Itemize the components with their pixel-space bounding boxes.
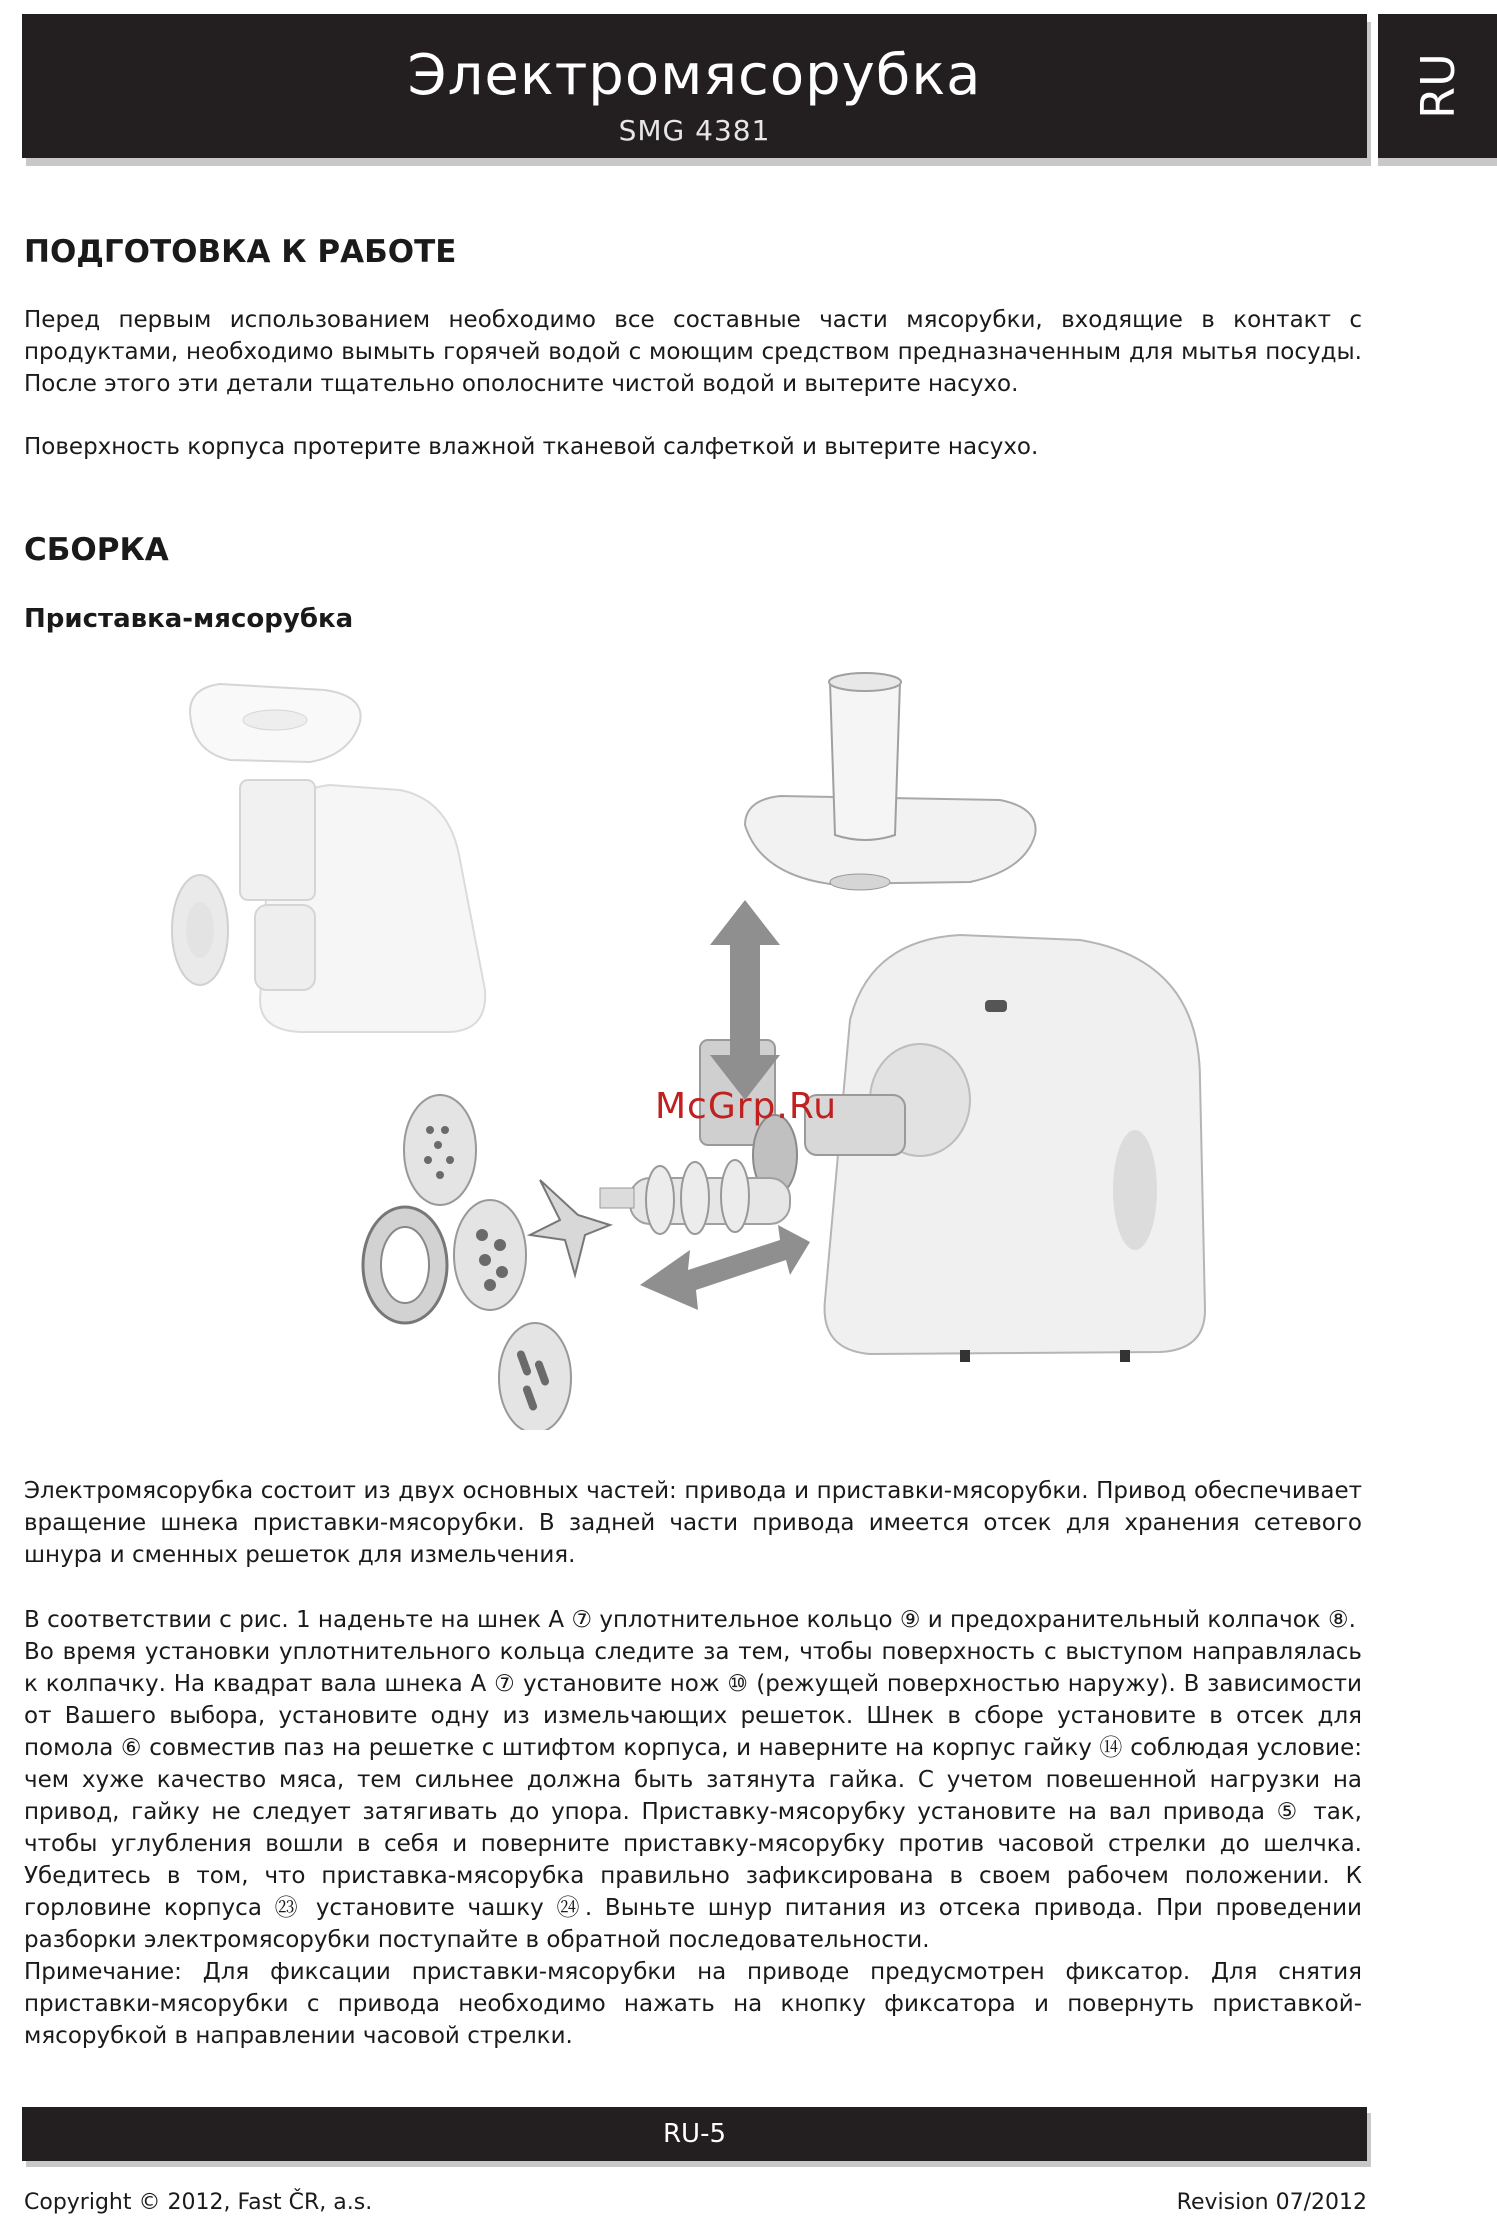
section-heading-preparation: ПОДГОТОВКА К РАБОТЕ bbox=[24, 234, 457, 270]
ring-nut bbox=[363, 1207, 447, 1323]
assembly-instructions: В соответствии с рис. 1 наденьте на шнек А ⑦ уплотнительное кольцо ⑨ и предохранительный колпачок ⑧. Во время установки уплотнительного кольца следите за тем, чтобы поверхность с выступом направлялась к колпачку. На квадрат вала шнека А ⑦ установите нож ⑩ (режущей поверхностью наружу). В зависимости от Вашего выбора, установите одну из измельчающих решеток. Шнек в сборе установите в отсек для помола ⑥ совместив паз на решетке с штифтом корпуса, и наверните на корпус гайку ⑭ соблюдая условие: чем хуже качество мяса, тем сильнее должна быть затянута гайка. С учетом повешенной нагрузки на привод, гайку не следует затягивать до упора. Приставку-мясорубку установите на вал привода ⑤ так, чтобы углубления вошли в себя и поверните приставку-мясорубку против часовой стрелки до шелчка. Убедитесь в том, что приставка-мясорубка правильно зафиксирована в своем рабочем положении. К горловине корпуса ㉓ установите чашку ㉔. Выньте шнур питания из отсека привода. При проведении разборки электромясорубки поступайте в обратной последовательности. Примечание: Для фиксации приставки-мясорубки на приводе предусмотрен фиксатор. Для снятия приставки-мясорубки с привода необходимо нажать на кнопку фиксатора и повернуть приставкой-мясорубкой в направлении часовой стрелки. bbox=[24, 1607, 1362, 2049]
revision: Revision 07/2012 bbox=[1176, 2190, 1367, 2215]
language-tab bbox=[1378, 14, 1497, 158]
language-label: RU bbox=[1410, 53, 1465, 119]
page-number: RU-5 bbox=[662, 2119, 727, 2149]
grinder-body bbox=[700, 935, 1205, 1362]
tray-and-pusher bbox=[745, 673, 1036, 890]
section-heading-assembly: СБОРКА bbox=[24, 532, 169, 568]
assembled-grinder-ghost bbox=[172, 684, 485, 1032]
subheading-meat-grinder: Приставка-мясорубка bbox=[24, 604, 354, 634]
page-number-bar bbox=[22, 2107, 1367, 2161]
watermark: McGrp.Ru bbox=[655, 1086, 838, 1127]
body-paragraph: Поверхность корпуса протерите влажной тканевой салфеткой и вытерите насухо. bbox=[24, 434, 1039, 460]
assembly-description: Электромясорубка состоит из двух основных частей: привода и приставки-мясорубки. Привод обеспечивает вращение шнека приставки-мясорубки. В задней части привода имеется отсек для хранения сетевого шнура и сменных решеток для измельчения. bbox=[24, 1478, 1362, 1568]
knife bbox=[530, 1180, 610, 1275]
preparation-paragraph: Перед первым использованием необходимо все составные части мясорубки, входящие в контакт с продуктами, необходимо вымыть горячей водой с моющим средством предназначенным для мытья посуды. После этого эти детали тщательно ополосните чистой водой и вытерите насухо. bbox=[24, 307, 1362, 397]
model-number: SMG 4381 bbox=[618, 114, 771, 147]
page-title: Электромясорубка bbox=[407, 43, 982, 108]
page-header bbox=[22, 14, 1367, 158]
copyright: Copyright © 2012, Fast ČR, a.s. bbox=[24, 2190, 373, 2215]
arrow-horizontal bbox=[640, 1225, 810, 1310]
assembly-illustration bbox=[160, 660, 1270, 1430]
